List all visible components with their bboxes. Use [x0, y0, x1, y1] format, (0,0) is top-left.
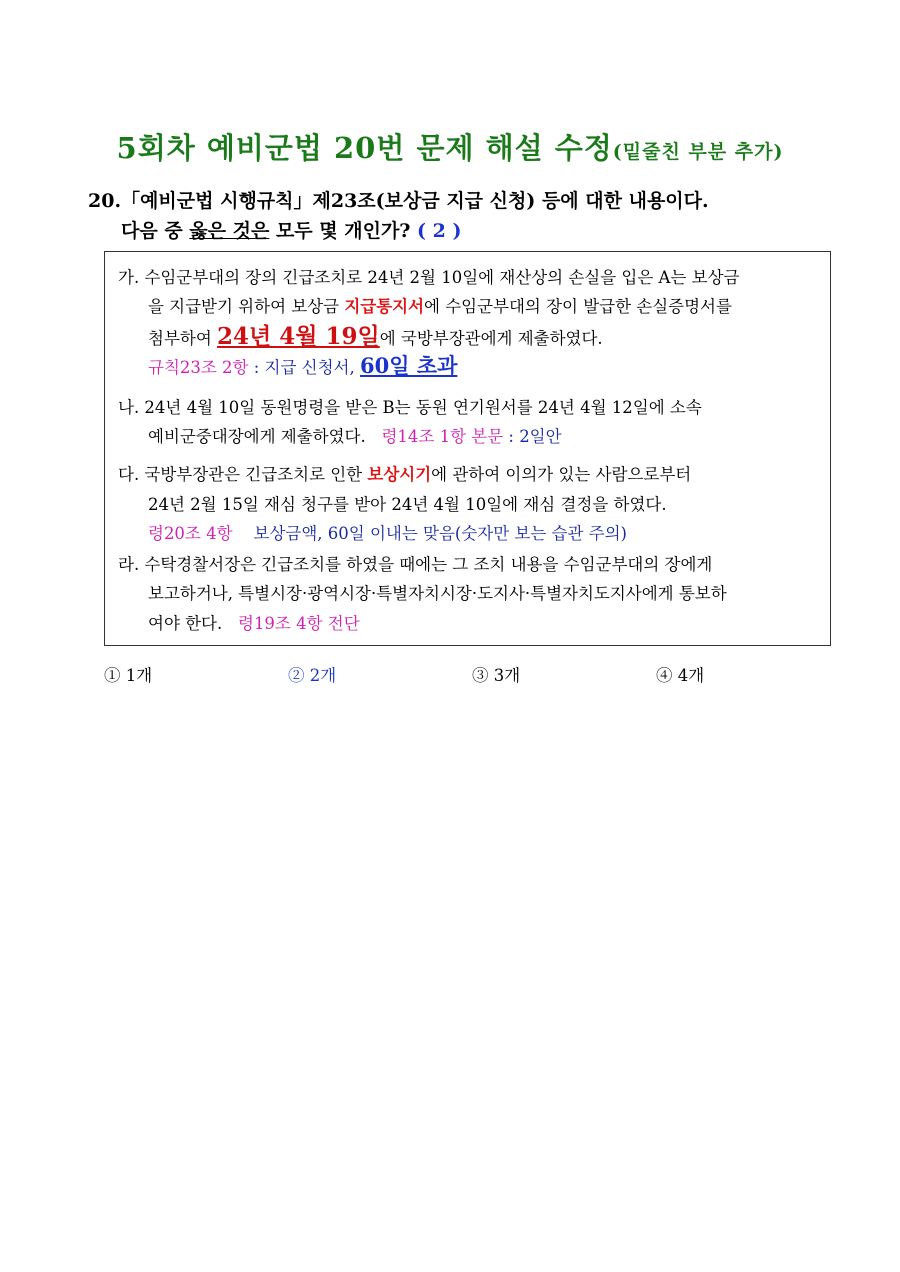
- item-ga-text-d: 에 국방부장관에게 제출하였다.: [379, 329, 603, 348]
- item-na-text: 예비군중대장에게 제출하였다.: [148, 427, 366, 446]
- title-sub: (밑줄친 부분 추가): [612, 141, 784, 163]
- item-ga-note-big: 60일 초과: [359, 353, 458, 378]
- item-ga-rule: 규칙23조 2항: [148, 358, 249, 377]
- item-na-line-1: 나. 24년 4월 10일 동원명령을 받은 B는 동원 연기원서를 24년 4월 12일에 소속: [118, 398, 702, 417]
- statements-box: [104, 251, 831, 646]
- item-da-note-text: 보상금액, 60일 이내는 맞음(숫자만 보는 습관 주의): [253, 524, 627, 543]
- question-text-a: 다음 중: [121, 220, 190, 242]
- item-ra-rule: 령19조 4항 전단: [238, 614, 360, 633]
- choice-4: ④ 4개: [656, 666, 705, 685]
- item-ra-text: 여야 한다.: [148, 614, 223, 633]
- item-na-rule: 령14조 1항 본문: [381, 427, 504, 446]
- question-answer: ( 2 ): [417, 220, 462, 242]
- item-da-rule: 령20조 4항: [148, 524, 233, 543]
- choice-3: ③ 3개: [472, 666, 521, 685]
- item-ra-line-3: [148, 610, 360, 634]
- page-title: [0, 126, 900, 167]
- item-ga-text: 을 지급받기 위하여 보상금: [148, 297, 345, 316]
- item-ga-line-1: 가. 수임군부대의 장의 긴급조치로 24년 2월 10일에 재산상의 손실을 입은 A는 보상금: [118, 268, 740, 287]
- item-ra-line-1: 라. 수탁경찰서장은 긴급조치를 하였을 때에는 그 조치 내용을 수임군부대의 장에게: [118, 555, 713, 574]
- question-line-2: [121, 216, 461, 243]
- item-ga-note-text: : 지급 신청서,: [248, 358, 360, 377]
- question-text-b: 모두 몇 개인가?: [269, 220, 418, 242]
- choice-1: ① 1개: [104, 666, 153, 685]
- item-ga-line-2: [148, 293, 732, 317]
- choice-2: ② 2개: [288, 666, 337, 685]
- item-ga-line-3: [148, 318, 603, 351]
- question-underlined: 옳은 것은: [189, 220, 270, 242]
- item-da-line-1: [118, 461, 691, 485]
- item-da-note: [148, 520, 627, 544]
- item-na-line-2: [148, 423, 562, 447]
- title-main: 5회차 예비군법 20번 문제 해설 수정: [116, 131, 613, 165]
- item-na-note: : 2일안: [503, 427, 562, 446]
- question-line-1: 20.「예비군법 시행규칙」제23조(보상금 지급 신청) 등에 대한 내용이다.: [88, 190, 709, 212]
- item-da-text-a: 다. 국방부장관은 긴급조치로 인한: [118, 465, 368, 484]
- item-ga-text-c: 첨부하여: [148, 329, 218, 348]
- item-ga-highlight: 지급통지서: [344, 297, 425, 316]
- item-ga-date: 24년 4월 19일: [217, 323, 380, 350]
- item-ga-text-b: 에 수임군부대의 장이 발급한 손실증명서를: [424, 297, 732, 316]
- item-da-text-b: 에 관하여 이의가 있는 사람으로부터: [431, 465, 692, 484]
- item-da-line-2: 24년 2월 15일 재심 청구를 받아 24년 4월 10일에 재심 결정을 하였다.: [148, 495, 667, 514]
- item-ra-line-2: 보고하거나, 특별시장·광역시장·특별자치시장·도지사·특별자치도지사에게 통보하: [148, 584, 727, 603]
- item-ga-note: [148, 350, 457, 380]
- item-da-highlight: 보상시기: [367, 465, 432, 484]
